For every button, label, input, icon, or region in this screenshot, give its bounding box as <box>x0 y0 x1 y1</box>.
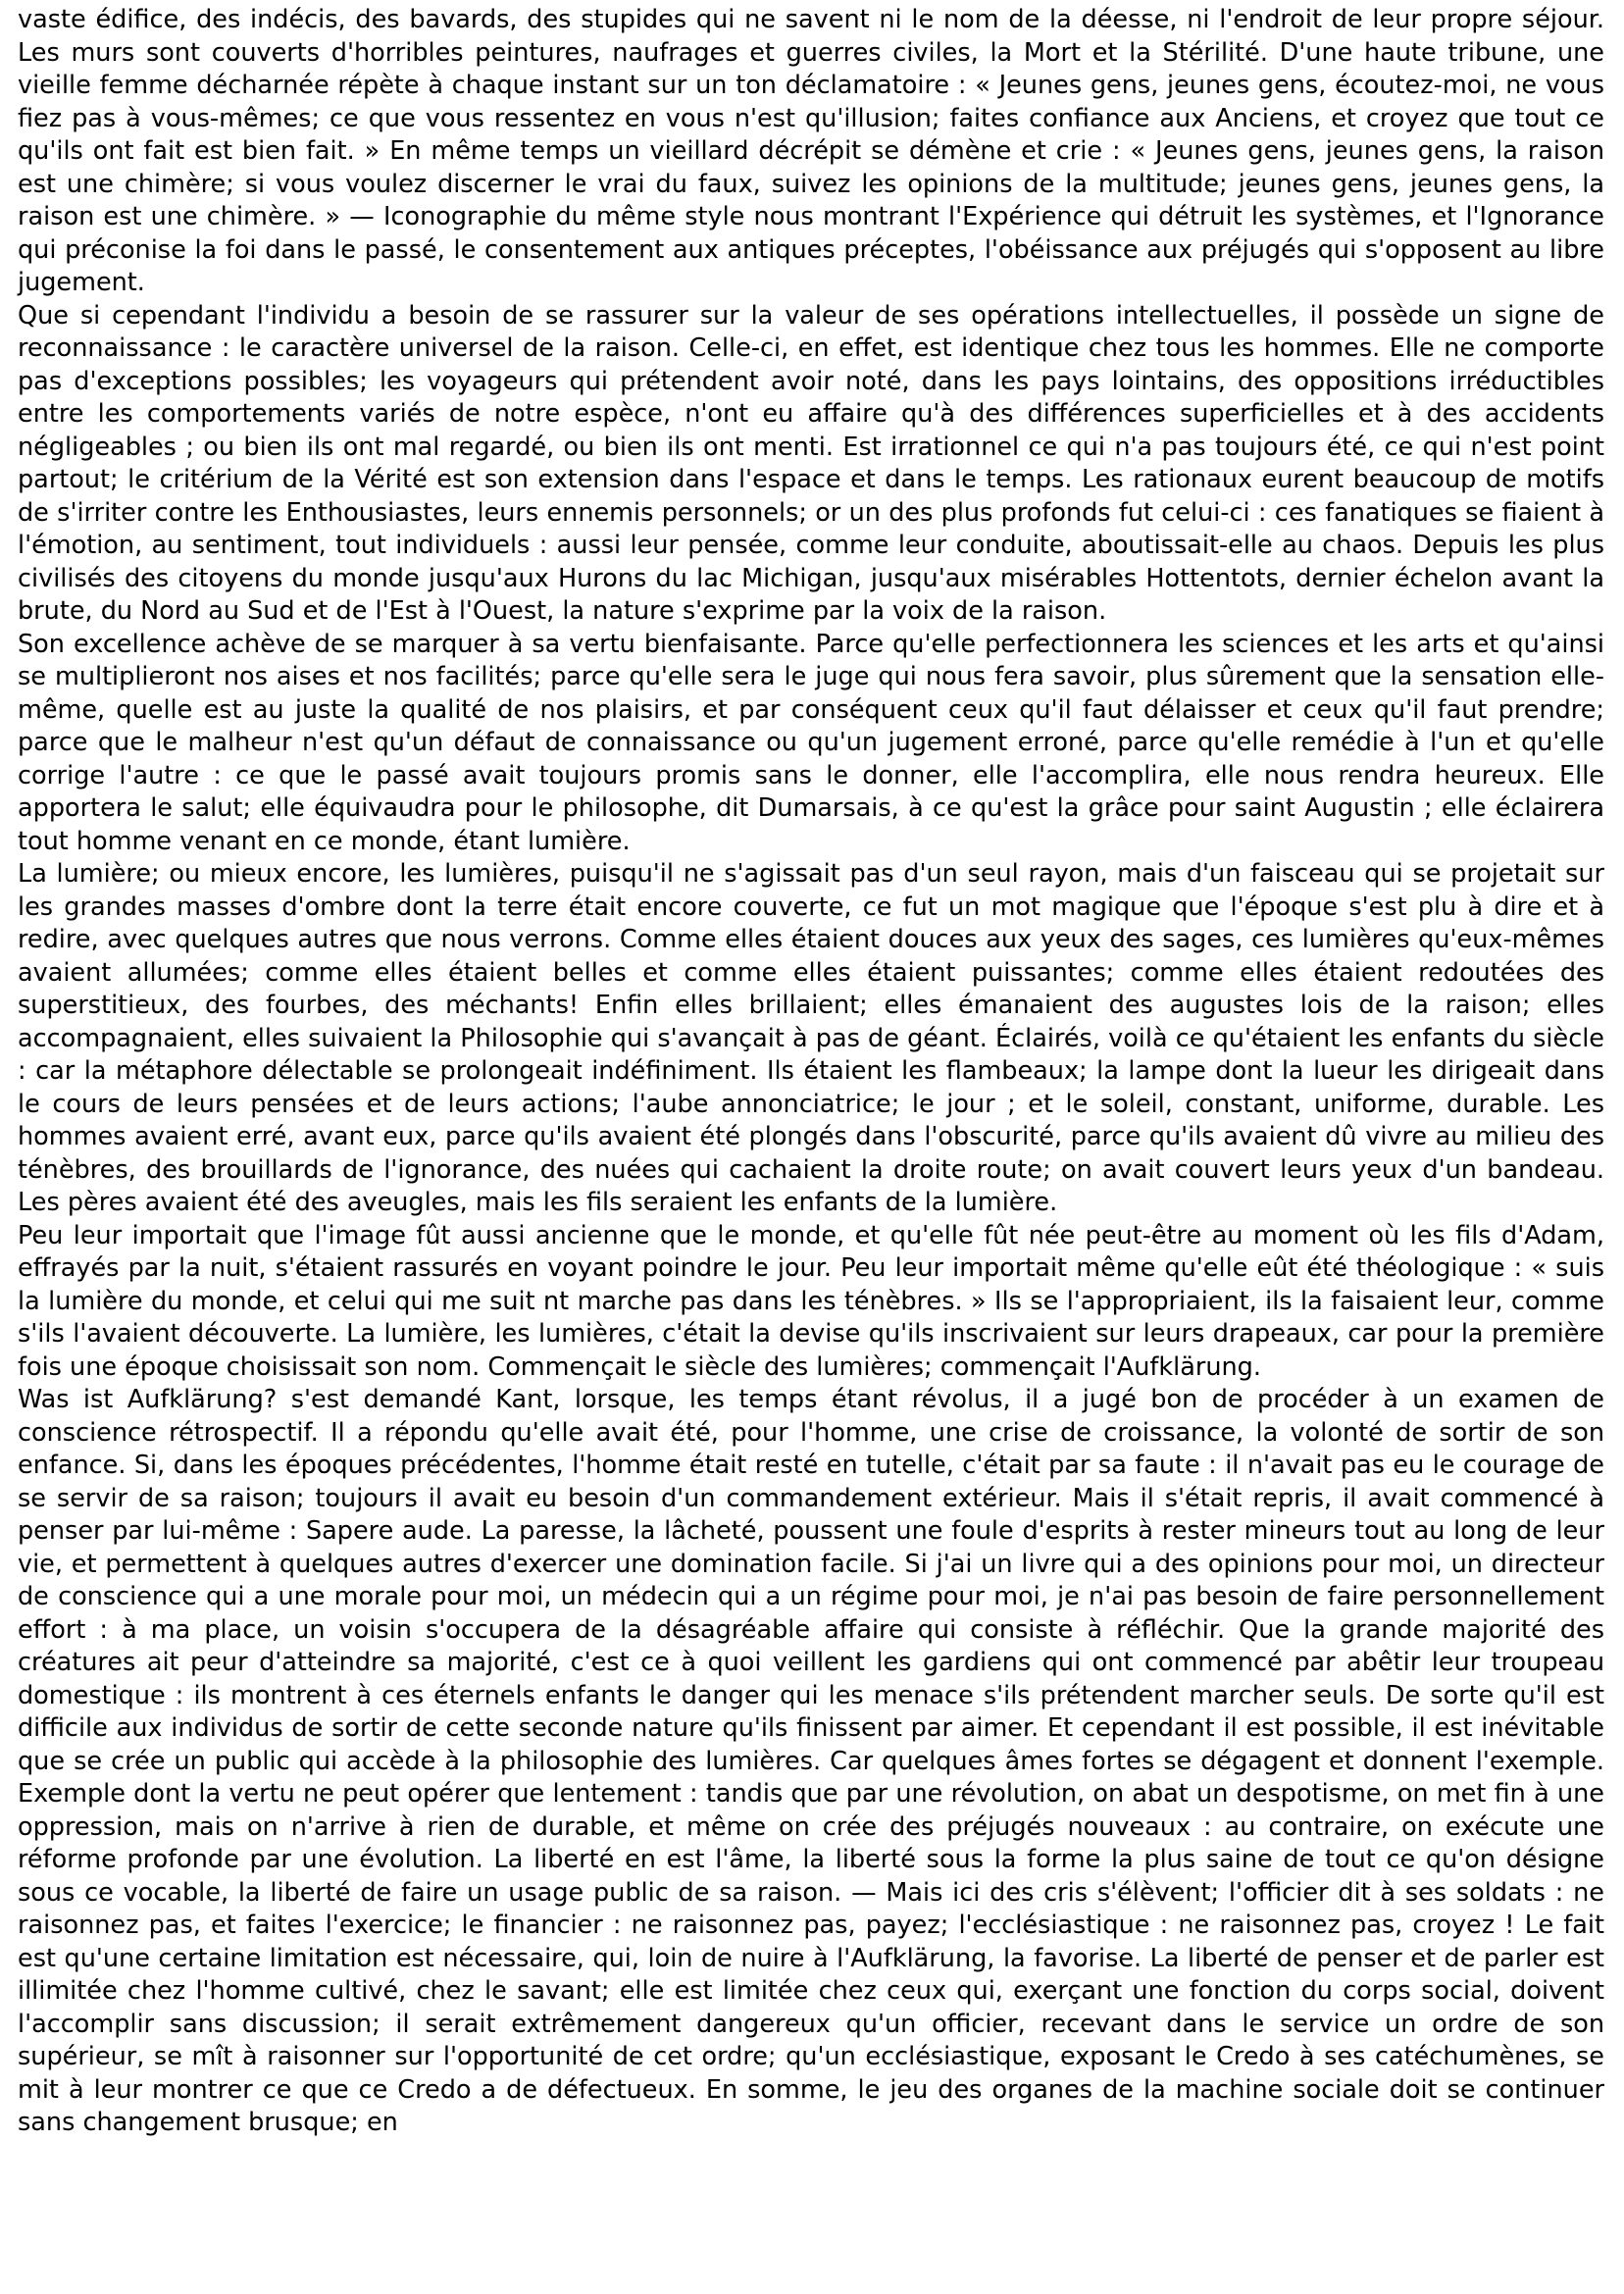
paragraph: vaste édifice, des indécis, des bavards, des stupides qui ne savent ni le nom de la déesse, ni l'endroit de leur propre séjour. Les murs sont couverts d'horribles peintures, naufrages et guerres civiles, la Mort et la Stérilité. D'une haute tribune, une vieille femme décharnée répète à chaque instant sur un ton déclamatoire : « Jeunes gens, jeunes gens, écoutez-moi, ne vous fiez pas à vous-mêmes; ce que vous ressentez en vous n'est qu'illusion; faites confiance aux Anciens, et croyez que tout ce qu'ils ont fait est bien fait. » En même temps un vieillard décrépit se démène et crie : « Jeunes gens, jeunes gens, la raison est une chimère; si vous voulez discerner le vrai du faux, suivez les opinions de la multitude; jeunes gens, jeunes gens, la raison est une chimère. » — Iconographie du même style nous montrant l'Expérience qui détruit les systèmes, et l'Ignorance qui préconise la foi dans le passé, le consentement aux antiques préceptes, l'obéissance aux préjugés qui s'opposent au libre jugement. <box>18 5 1604 297</box>
paragraph: Son excellence achève de se marquer à sa vertu bienfaisante. Parce qu'elle perfectionnera les sciences et les arts et qu'ainsi se multiplieront nos aises et nos facilités; parce qu'elle sera le juge qui nous fera savoir, plus sûrement que la sensation elle-même, quelle est au juste la qualité de nos plaisirs, et par conséquent ceux qu'il faut délaisser et ceux qu'il faut prendre; parce que le malheur n'est qu'un défaut de connaissance ou qu'un jugement erroné, parce qu'elle remédie à l'un et qu'elle corrige l'autre : ce que le passé avait toujours promis sans le donner, elle l'accomplira, elle nous rendra heureux. Elle apportera le salut; elle équivaudra pour le philosophe, dit Dumarsais, à ce qu'est la grâce pour saint Augustin ; elle éclairera tout homme venant en ce monde, étant lumière. <box>18 629 1604 856</box>
paragraph: Peu leur importait que l'image fût aussi ancienne que le monde, et qu'elle fût née peut-être au moment où les fils d'Adam, effrayés par la nuit, s'étaient rassurés en voyant poindre le jour. Peu leur importait même qu'elle eût été théologique : « suis la lumière du monde, et celui qui me suit nt marche pas dans les ténèbres. » Ils se l'appropriaient, ils la faisaient leur, comme s'ils l'avaient découverte. La lumière, les lumières, c'était la devise qu'ils inscrivaient sur leurs drapeaux, car pour la première fois une époque choisissait son nom. Commençait le siècle des lumières; commençait l'Aufklärung. <box>18 1220 1604 1382</box>
paragraph: Que si cependant l'individu a besoin de se rassurer sur la valeur de ses opérations intellectuelles, il possède un signe de reconnaissance : le caractère universel de la raison. Celle-ci, en effet, est identique chez tous les hommes. Elle ne comporte pas d'exceptions possibles; les voyageurs qui prétendent avoir noté, dans les pays lointains, des oppositions irréductibles entre les comportements variés de notre espèce, n'ont eu affaire qu'à des différences superficielles et à des accidents négligeables ; ou bien ils ont mal regardé, ou bien ils ont menti. Est irrationnel ce qui n'a pas toujours été, ce qui n'est point partout; le critérium de la Vérité est son extension dans l'espace et dans le temps. Les rationaux eurent beaucoup de motifs de s'irriter contre les Enthousiastes, leurs ennemis personnels; or un des plus profonds fut celui-ci : ces fanatiques se fiaient à l'émotion, au sentiment, tout individuels : aussi leur pensée, comme leur conduite, aboutissait-elle au chaos. Depuis les plus civilisés des citoyens du monde jusqu'aux Hurons du lac Michigan, jusqu'aux misérables Hottentots, dernier échelon avant la brute, du Nord au Sud et de l'Est à l'Ouest, la nature s'exprime par la voix de la raison. <box>18 300 1604 626</box>
document-page <box>18 4 1604 2140</box>
paragraph: Was ist Aufklärung? s'est demandé Kant, lorsque, les temps étant révolus, il a jugé bon de procéder à un examen de conscience rétrospectif. Il a répondu qu'elle avait été, pour l'homme, une crise de croissance, la volonté de sortir de son enfance. Si, dans les époques précédentes, l'homme était resté en tutelle, c'était par sa faute : il n'avait pas eu le courage de se servir de sa raison; toujours il avait eu besoin d'un commandement extérieur. Mais il s'était repris, il avait commencé à penser par lui-même : Sapere aude. La paresse, la lâcheté, poussent une foule d'esprits à rester mineurs tout au long de leur vie, et permettent à quelques autres d'exercer une domination facile. Si j'ai un livre qui a des opinions pour moi, un directeur de conscience qui a une morale pour moi, un médecin qui a un régime pour moi, je n'ai pas besoin de faire personnellement effort : à ma place, un voisin s'occupera de la désagréable affaire qui consiste à réfléchir. Que la grande majorité des créatures ait peur d'atteindre sa majorité, c'est ce à quoi veillent les gardiens qui ont commencé par abêtir leur troupeau domestique : ils montrent à ces éternels enfants le danger qui les menace s'ils prétendent marcher seuls. De sorte qu'il est difficile aux individus de sortir de cette seconde nature qu'ils finissent par aimer. Et cependant il est possible, il est inévitable que se crée un public qui accède à la philosophie des lumières. Car quelques âmes fortes se dégagent et donnent l'exemple. Exemple dont la vertu ne peut opérer que lentement : tandis que par une révolution, on abat un despotisme, on met fin à une oppression, mais on n'arrive à rien de durable, et même on crée des préjugés nouveaux : au contraire, on exécute une réforme profonde par une évolution. La liberté en est l'âme, la liberté sous la forme la plus saine de tout ce qu'on désigne sous ce vocable, la liberté de faire un usage public de sa raison. — Mais ici des cris s'élèvent; l'officier dit à ses soldats : ne raisonnez pas, et faites l'exercice; le financier : ne raisonnez pas, payez; l'ecclésiastique : ne raisonnez pas, croyez ! Le fait est qu'une certaine limitation est nécessaire, qui, loin de nuire à l'Aufklärung, la favorise. La liberté de penser et de parler est illimitée chez l'homme cultivé, chez le savant; elle est limitée chez ceux qui, exerçant une fonction du corps social, doivent l'accomplir sans discussion; il serait extrêmement dangereux qu'un officier, recevant dans le service un ordre de son supérieur, se mît à raisonner sur l'opportunité de cet ordre; qu'un ecclésiastique, exposant le Credo à ses catéchumènes, se mit à leur montrer ce que ce Credo a de défectueux. En somme, le jeu des organes de la machine sociale doit se continuer sans changement brusque; en <box>18 1385 1604 2137</box>
paragraph: La lumière; ou mieux encore, les lumières, puisqu'il ne s'agissait pas d'un seul rayon, mais d'un faisceau qui se projetait sur les grandes masses d'ombre dont la terre était encore couverte, ce fut un mot magique que l'époque s'est plu à dire et à redire, avec quelques autres que nous verrons. Comme elles étaient douces aux yeux des sages, ces lumières qu'eux-mêmes avaient allumées; comme elles étaient belles et comme elles étaient puissantes; comme elles étaient redoutées des superstitieux, des fourbes, des méchants! Enfin elles brillaient; elles émanaient des augustes lois de la raison; elles accompagnaient, elles suivaient la Philosophie qui s'avançait à pas de géant. Éclairés, voilà ce qu'étaient les enfants du siècle : car la métaphore délectable se prolongeait indéfiniment. Ils étaient les flambeaux; la lampe dont la lueur les dirigeait dans le cours de leurs pensées et de leurs actions; l'aube annonciatrice; le jour ; et le soleil, constant, uniforme, durable. Les hommes avaient erré, avant eux, parce qu'ils avaient été plongés dans l'obscurité, parce qu'ils avaient dû vivre au milieu des ténèbres, des brouillards de l'ignorance, des nuées qui cachaient la droite route; on avait couvert leurs yeux d'un bandeau. Les pères avaient été des aveugles, mais les fils seraient les enfants de la lumière. <box>18 859 1604 1217</box>
